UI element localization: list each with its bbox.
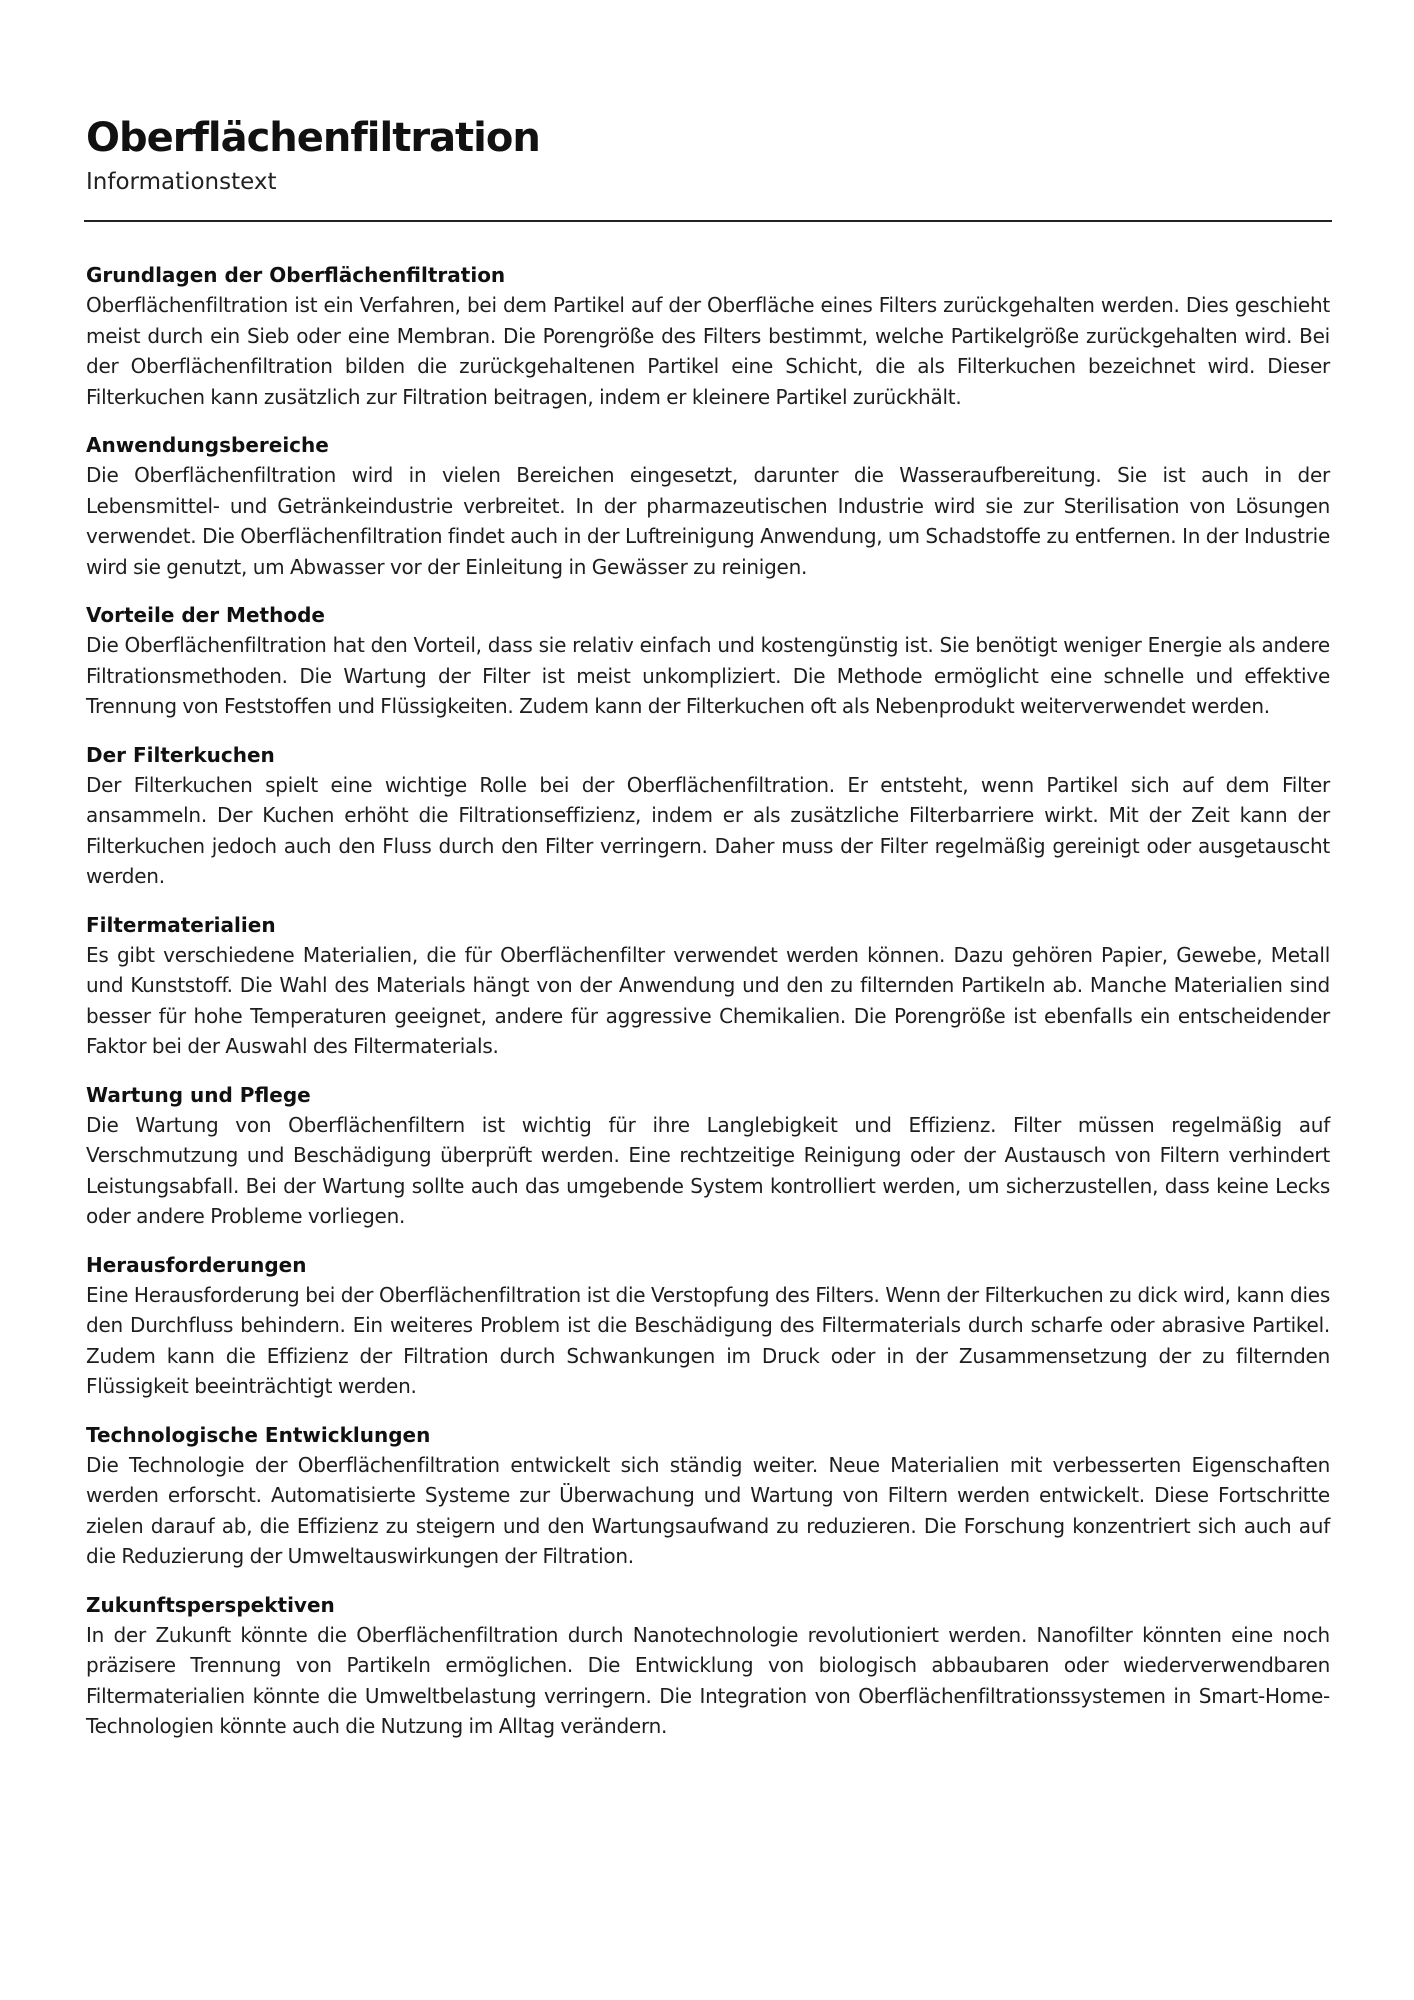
section-wartung [86,1080,1330,1232]
section-heading: Zukunftsperspektiven [86,1592,335,1617]
section-grundlagen [86,260,1330,412]
section-filtermaterialien [86,910,1330,1062]
section-text: Die Wartung von Oberflächenfiltern ist wichtig für ihre Langlebigkeit und Effizienz. Filter müssen regelmäßig auf Verschmutzung und Beschädigung überprüft werden. Eine rechtzeitige Reinigung oder der Austausch von Filtern verhindert Leistungsabfall. Bei der Wartung sollte auch das umgebende System kontrolliert werden, um sicherzustellen, dass keine Lecks oder andere Probleme vorliegen. [86,1112,1330,1228]
section-heading: Vorteile der Methode [86,603,325,627]
section-heading: Filtermaterialien [86,912,276,937]
section-heading: Anwendungsbereiche [86,433,329,457]
section-herausforderungen [86,1250,1330,1402]
document-page [86,112,1330,1760]
section-text: Die Technologie der Oberflächenfiltration entwickelt sich ständig weiter. Neue Materialien mit verbesserten Eigenschaften werden erforscht. Automatisierte Systeme zur Überwachung und Wartung von Filtern werden entwickelt. Diese Fortschritte zielen darauf ab, die Effizienz zu steigern und den Wartungsaufwand zu reduzieren. Die Forschung konzentriert sich auch auf die Reduzierung der Umweltauswirkungen der Filtration. [86,1452,1330,1568]
section-heading: Grundlagen der Oberflächenfiltration [86,263,506,287]
section-text: Oberflächenfiltration ist ein Verfahren, bei dem Partikel auf der Oberfläche eines Filters zurückgehalten werden. Dies geschieht meist durch ein Sieb oder eine Membran. Die Porengröße des Filters bestimmt, welche Partikelgröße zurückgehalten wird. Bei der Oberflächenfiltration bilden die zurückgehaltenen Partikel eine Schicht, die als Filterkuchen bezeichnet wird. Dieser Filterkuchen kann zusätzlich zur Filtration beitragen, indem er kleinere Partikel zurückhält. [86,293,1330,409]
section-text: Eine Herausforderung bei der Oberflächenfiltration ist die Verstopfung des Filters. Wenn der Filterkuchen zu dick wird, kann dies den Durchfluss behindern. Ein weiteres Problem ist die Beschädigung des Filtermaterials durch scharfe oder abrasive Partikel. Zudem kann die Effizienz der Filtration durch Schwankungen im Druck oder in der Zusammensetzung der zu filternden Flüssigkeit beeinträchtigt werden. [86,1282,1330,1398]
section-text: Es gibt verschiedene Materialien, die für Oberflächenfilter verwendet werden können. Dazu gehören Papier, Gewebe, Metall und Kunststoff. Die Wahl des Materials hängt von der Anwendung und den zu filternden Partikeln ab. Manche Materialien sind besser für hohe Temperaturen geeignet, andere für aggressive Chemikalien. Die Porengröße ist ebenfalls ein entscheidender Faktor bei der Auswahl des Filtermaterials. [86,942,1330,1058]
section-vorteile [86,600,1330,722]
section-text: Die Oberflächenfiltration wird in vielen Bereichen eingesetzt, darunter die Wasseraufbereitung. Sie ist auch in der Lebensmittel- und Getränkeindustrie verbreitet. In der pharmazeutischen Industrie wird sie zur Sterilisation von Lösungen verwendet. Die Oberflächenfiltration findet auch in der Luftreinigung Anwendung, um Schadstoffe zu entfernen. In der Industrie wird sie genutzt, um Abwasser vor der Einleitung in Gewässer zu reinigen. [86,463,1330,579]
header-divider [84,220,1332,222]
section-text: Der Filterkuchen spielt eine wichtige Rolle bei der Oberflächenfiltration. Er entsteht, wenn Partikel sich auf dem Filter ansammeln. Der Kuchen erhöht die Filtrationseffizienz, indem er als zusätzliche Filterbarriere wirkt. Mit der Zeit kann der Filterkuchen jedoch auch den Fluss durch den Filter verringern. Daher muss der Filter regelmäßig gereinigt oder ausgetauscht werden. [86,772,1330,888]
section-filterkuchen [86,740,1330,892]
document-subtitle: Informationstext [86,169,277,195]
section-heading: Technologische Entwicklungen [86,1422,431,1447]
section-heading: Wartung und Pflege [86,1082,311,1107]
section-zukunft [86,1590,1330,1742]
sections-container [86,260,1330,1742]
document-title: Oberflächenfiltration [86,115,540,161]
section-text: Die Oberflächenfiltration hat den Vorteil, dass sie relativ einfach und kostengünstig ist. Sie benötigt weniger Energie als andere Filtrationsmethoden. Die Wartung der Filter ist meist unkompliziert. Die Methode ermöglicht eine schnelle und effektive Trennung von Feststoffen und Flüssigkeiten. Zudem kann der Filterkuchen oft als Nebenprodukt weiterverwendet werden. [86,633,1330,718]
section-heading: Der Filterkuchen [86,742,275,767]
section-technologie [86,1420,1330,1572]
section-anwendungsbereiche [86,430,1330,582]
section-heading: Herausforderungen [86,1252,307,1277]
section-text: In der Zukunft könnte die Oberflächenfiltration durch Nanotechnologie revolutioniert werden. Nanofilter könnten eine noch präzisere Trennung von Partikeln ermöglichen. Die Entwicklung von biologisch abbaubaren oder wiederverwendbaren Filtermaterialien könnte die Umweltbelastung verringern. Die Integration von Oberflächenfiltrationssystemen in Smart-Home-Technologien könnte auch die Nutzung im Alltag verändern. [86,1622,1330,1738]
